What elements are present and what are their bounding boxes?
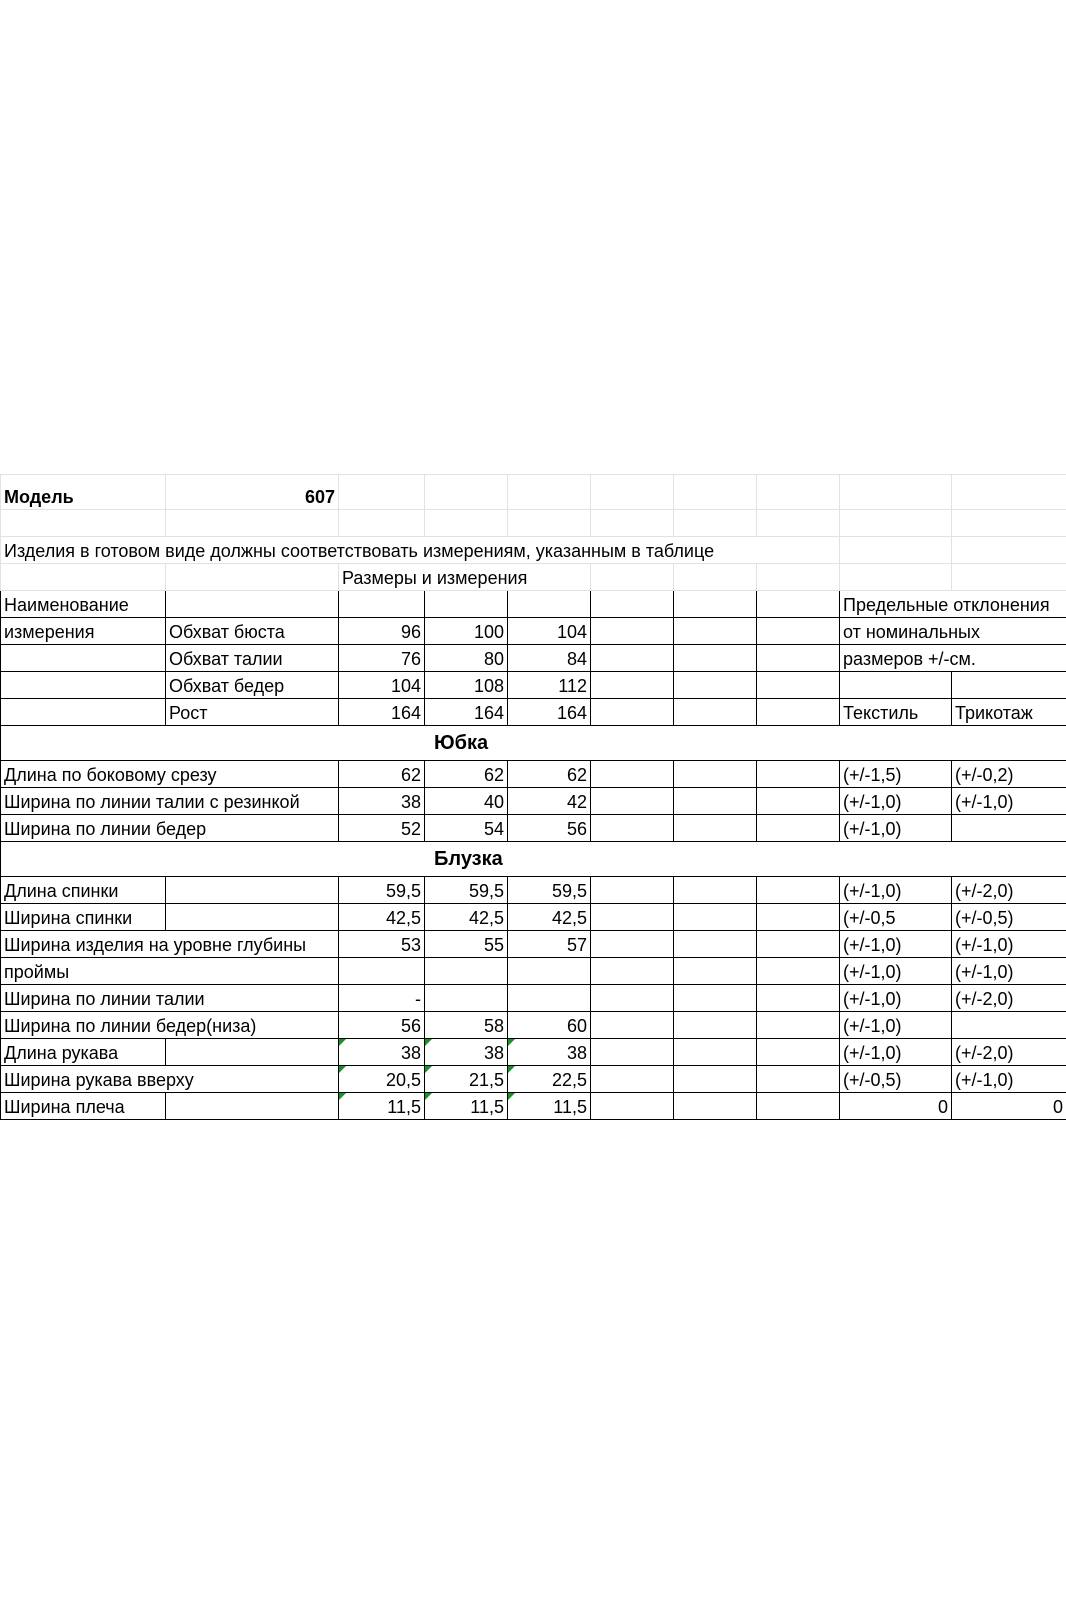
cell[interactable] [757, 564, 840, 591]
model-number[interactable]: 607 [166, 475, 339, 510]
cell[interactable] [425, 591, 508, 618]
cell[interactable] [674, 672, 757, 699]
row-label[interactable]: Ширина плеча [1, 1093, 166, 1120]
cell[interactable] [591, 958, 674, 985]
cell[interactable] [674, 475, 757, 510]
cell[interactable] [674, 761, 757, 788]
textile-tolerance[interactable]: (+/-1,0) [840, 931, 952, 958]
size-value[interactable]: 108 [425, 672, 508, 699]
body-row-bust [1, 618, 1066, 645]
size-value[interactable]: - [339, 985, 425, 1012]
size-value[interactable] [508, 1066, 591, 1093]
measurements-table [0, 474, 1066, 1120]
cell[interactable] [591, 591, 674, 618]
size-value[interactable]: 100 [425, 618, 508, 645]
cell[interactable] [757, 1066, 840, 1093]
deviation-header-2[interactable]: от номинальных [840, 618, 1066, 645]
cell[interactable] [757, 931, 840, 958]
size-value[interactable]: 54 [425, 815, 508, 842]
table-row [1, 931, 1066, 958]
name-header-2[interactable]: измерения [1, 618, 166, 645]
knit-tolerance[interactable]: (+/-1,0) [952, 958, 1066, 985]
cell[interactable] [840, 537, 952, 564]
size-value[interactable]: 42,5 [508, 904, 591, 931]
size-value[interactable]: 62 [508, 761, 591, 788]
cell[interactable] [840, 564, 952, 591]
formula-marker-icon [339, 1039, 346, 1046]
size-value[interactable]: 104 [339, 672, 425, 699]
deviation-header-3[interactable]: размеров +/-см. [840, 645, 1066, 672]
size-value[interactable] [508, 1039, 591, 1066]
formula-marker-icon [425, 1039, 432, 1046]
cell[interactable] [591, 788, 674, 815]
textile-tolerance[interactable]: (+/-1,0) [840, 1039, 952, 1066]
size-value[interactable]: 104 [508, 618, 591, 645]
size-value[interactable]: 62 [339, 761, 425, 788]
deviation-header-1[interactable]: Предельные отклонения [840, 591, 1066, 618]
size-value[interactable] [508, 1093, 591, 1120]
textile-tolerance[interactable]: (+/-1,0) [840, 985, 952, 1012]
size-value[interactable] [339, 1093, 425, 1120]
cell[interactable] [757, 877, 840, 904]
knit-tolerance[interactable]: (+/-2,0) [952, 877, 1066, 904]
size-value[interactable] [508, 985, 591, 1012]
cell[interactable] [425, 510, 508, 537]
cell[interactable] [166, 591, 339, 618]
cell[interactable] [757, 985, 840, 1012]
cell[interactable] [591, 761, 674, 788]
cell[interactable] [757, 645, 840, 672]
size-value[interactable]: 112 [508, 672, 591, 699]
size-value-text: 38 [566, 1043, 587, 1063]
size-value-text: 11,5 [553, 1097, 587, 1117]
cell[interactable] [166, 877, 339, 904]
size-value[interactable]: 164 [508, 699, 591, 726]
textile-header[interactable]: Текстиль [840, 699, 952, 726]
size-value-text: 11,5 [470, 1097, 504, 1117]
cell[interactable] [674, 1066, 757, 1093]
size-value[interactable]: 164 [425, 699, 508, 726]
cell[interactable] [591, 672, 674, 699]
textile-tolerance[interactable]: (+/-1,0) [840, 815, 952, 842]
cell[interactable] [166, 1093, 339, 1120]
size-value[interactable]: 96 [339, 618, 425, 645]
cell[interactable] [591, 1039, 674, 1066]
row-label[interactable]: Ширина по линии талии [1, 985, 339, 1012]
textile-tolerance[interactable]: (+/-1,0) [840, 788, 952, 815]
size-value[interactable] [425, 1039, 508, 1066]
table-row [1, 904, 1066, 931]
cell[interactable] [840, 475, 952, 510]
cell[interactable] [674, 985, 757, 1012]
size-value[interactable]: 76 [339, 645, 425, 672]
table-row [1, 877, 1066, 904]
cell[interactable] [674, 699, 757, 726]
cell[interactable] [674, 510, 757, 537]
cell[interactable] [166, 1039, 339, 1066]
cell[interactable] [591, 815, 674, 842]
body-row-hips [1, 672, 1066, 699]
row-label[interactable]: Ширина по линии бедер(низа) [1, 1012, 339, 1039]
cell[interactable] [757, 788, 840, 815]
cell[interactable] [674, 1012, 757, 1039]
spreadsheet [0, 474, 1066, 1120]
model-row [1, 475, 1066, 510]
cell[interactable] [757, 904, 840, 931]
size-value[interactable]: 59,5 [508, 877, 591, 904]
cell[interactable] [757, 510, 840, 537]
cell[interactable] [339, 510, 425, 537]
cell[interactable] [757, 1039, 840, 1066]
size-value[interactable]: 84 [508, 645, 591, 672]
row-label[interactable]: Ширина по линии бедер [1, 815, 339, 842]
size-value[interactable]: 59,5 [425, 877, 508, 904]
size-value-text: 21,5 [468, 1070, 504, 1090]
cell[interactable] [674, 645, 757, 672]
cell[interactable] [508, 475, 591, 510]
formula-marker-icon [339, 1093, 346, 1100]
size-value[interactable]: 60 [508, 1012, 591, 1039]
spacer-row [1, 510, 1066, 537]
cell[interactable] [757, 618, 840, 645]
textile-tolerance[interactable]: (+/-1,0) [840, 877, 952, 904]
textile-tolerance[interactable]: (+/-1,0) [840, 958, 952, 985]
textile-tolerance[interactable]: (+/-0,5) [840, 1066, 952, 1093]
cell[interactable] [757, 761, 840, 788]
row-label[interactable]: Длина рукава [1, 1039, 166, 1066]
cell[interactable] [952, 564, 1066, 591]
table-row [1, 788, 1066, 815]
cell[interactable] [757, 591, 840, 618]
cell[interactable] [591, 510, 674, 537]
table-row [1, 1039, 1066, 1066]
size-value[interactable] [425, 1066, 508, 1093]
table-row [1, 958, 1066, 985]
size-value[interactable] [425, 1093, 508, 1120]
blouse-section-row [1, 842, 1066, 877]
knit-tolerance[interactable] [952, 1012, 1066, 1039]
knit-tolerance[interactable]: (+/-0,5) [952, 904, 1066, 931]
size-value-text: 38 [483, 1043, 504, 1063]
size-value[interactable]: 59,5 [339, 877, 425, 904]
knit-tolerance[interactable]: (+/-2,0) [952, 1039, 1066, 1066]
measure-label[interactable]: Обхват бедер [166, 672, 339, 699]
cell[interactable] [1, 672, 166, 699]
cell[interactable] [508, 591, 591, 618]
cell[interactable] [166, 904, 339, 931]
formula-marker-icon [425, 1066, 432, 1073]
formula-marker-icon [508, 1039, 515, 1046]
knit-header[interactable]: Трикотаж [952, 699, 1066, 726]
size-value[interactable]: 80 [425, 645, 508, 672]
size-value[interactable]: 58 [425, 1012, 508, 1039]
size-value[interactable] [425, 985, 508, 1012]
knit-tolerance[interactable] [952, 815, 1066, 842]
header-row-1 [1, 591, 1066, 618]
row-label[interactable]: проймы [1, 958, 339, 985]
size-value[interactable]: 56 [339, 1012, 425, 1039]
section-title-skirt: Юбка [434, 732, 489, 754]
cell[interactable] [757, 475, 840, 510]
cell[interactable] [591, 475, 674, 510]
textile-tolerance[interactable]: 0 [840, 1093, 952, 1120]
cell[interactable] [840, 510, 952, 537]
skirt-rows [1, 761, 1066, 842]
table-row [1, 985, 1066, 1012]
cell[interactable] [674, 1093, 757, 1120]
formula-marker-icon [508, 1093, 515, 1100]
cell[interactable] [952, 672, 1066, 699]
cell[interactable] [757, 815, 840, 842]
cell[interactable] [674, 1039, 757, 1066]
size-value[interactable]: 164 [339, 699, 425, 726]
size-value[interactable]: 57 [508, 931, 591, 958]
cell[interactable] [674, 815, 757, 842]
size-value-text: 22,5 [551, 1070, 587, 1090]
size-value[interactable]: 62 [425, 761, 508, 788]
cell[interactable] [591, 1066, 674, 1093]
measure-label[interactable]: Обхват талии [166, 645, 339, 672]
cell[interactable] [591, 618, 674, 645]
row-label[interactable]: Ширина рукава вверху [1, 1066, 339, 1093]
size-value[interactable] [339, 1066, 425, 1093]
formula-marker-icon [425, 1093, 432, 1100]
cell[interactable] [1, 564, 166, 591]
cell[interactable] [591, 699, 674, 726]
blouse-rows [1, 877, 1066, 1120]
table-row [1, 1066, 1066, 1093]
size-value[interactable]: 56 [508, 815, 591, 842]
size-value[interactable] [339, 958, 425, 985]
cell[interactable] [674, 877, 757, 904]
size-value[interactable]: 52 [339, 815, 425, 842]
cell[interactable] [952, 537, 1066, 564]
cell[interactable] [591, 904, 674, 931]
cell[interactable] [674, 591, 757, 618]
cell[interactable] [591, 1012, 674, 1039]
cell[interactable] [339, 475, 425, 510]
cell[interactable] [425, 475, 508, 510]
cell[interactable] [757, 1093, 840, 1120]
body-row-height [1, 699, 1066, 726]
size-value-text: 11,5 [387, 1097, 421, 1117]
size-value[interactable] [339, 1039, 425, 1066]
cell[interactable] [674, 564, 757, 591]
size-value[interactable]: 53 [339, 931, 425, 958]
cell[interactable] [508, 510, 591, 537]
skirt-section-row [1, 726, 1066, 761]
cell[interactable] [591, 564, 674, 591]
knit-tolerance[interactable]: (+/-2,0) [952, 985, 1066, 1012]
row-label[interactable]: Длина спинки [1, 877, 166, 904]
cell[interactable] [840, 672, 952, 699]
textile-tolerance[interactable]: (+/-1,0) [840, 1012, 952, 1039]
formula-marker-icon [339, 1066, 346, 1073]
cell[interactable] [591, 985, 674, 1012]
table-row [1, 1012, 1066, 1039]
model-label[interactable]: Модель [1, 475, 166, 510]
cell[interactable] [1, 645, 166, 672]
size-value[interactable]: 38 [339, 788, 425, 815]
cell[interactable] [952, 475, 1066, 510]
cell[interactable] [757, 699, 840, 726]
note-text[interactable]: Изделия в готовом виде должны соответствовать измерениям, указанным в таблице [1, 537, 840, 564]
cell[interactable] [674, 931, 757, 958]
cell[interactable] [674, 788, 757, 815]
table-row [1, 761, 1066, 788]
size-value[interactable] [508, 958, 591, 985]
table-row [1, 815, 1066, 842]
size-value[interactable]: 40 [425, 788, 508, 815]
note-row [1, 537, 1066, 564]
sizes-header-row [1, 564, 1066, 591]
cell[interactable] [757, 1012, 840, 1039]
cell[interactable] [757, 958, 840, 985]
knit-tolerance[interactable]: (+/-1,0) [952, 1066, 1066, 1093]
size-value[interactable]: 42 [508, 788, 591, 815]
knit-tolerance[interactable]: (+/-1,0) [952, 931, 1066, 958]
cell[interactable] [591, 931, 674, 958]
name-header-1[interactable]: Наименование [1, 591, 166, 618]
row-label[interactable]: Ширина по линии талии с резинкой [1, 788, 339, 815]
cell[interactable] [674, 904, 757, 931]
cell[interactable] [674, 958, 757, 985]
cell[interactable] [1, 510, 166, 537]
formula-marker-icon [508, 1066, 515, 1073]
textile-tolerance[interactable]: (+/-0,5 [840, 904, 952, 931]
cell[interactable] [952, 510, 1066, 537]
measure-label[interactable]: Обхват бюста [166, 618, 339, 645]
cell[interactable] [591, 1093, 674, 1120]
size-value[interactable]: 42,5 [425, 904, 508, 931]
row-label[interactable]: Ширина спинки [1, 904, 166, 931]
knit-tolerance[interactable]: (+/-0,2) [952, 761, 1066, 788]
table-row [1, 1093, 1066, 1120]
cell[interactable] [591, 877, 674, 904]
size-value-text: 20,5 [385, 1070, 421, 1090]
cell[interactable] [757, 672, 840, 699]
size-value-text: 38 [400, 1043, 421, 1063]
textile-tolerance[interactable]: (+/-1,5) [840, 761, 952, 788]
size-value[interactable]: 42,5 [339, 904, 425, 931]
knit-tolerance[interactable]: 0 [952, 1093, 1066, 1120]
sizes-header[interactable]: Размеры и измерения [339, 564, 591, 591]
size-value[interactable] [425, 958, 508, 985]
cell[interactable] [166, 510, 339, 537]
cell[interactable] [674, 618, 757, 645]
cell[interactable] [591, 645, 674, 672]
cell[interactable] [1, 699, 166, 726]
section-title-blouse: Блузка [434, 848, 503, 870]
cell[interactable] [166, 564, 339, 591]
body-row-waist [1, 645, 1066, 672]
cell[interactable] [339, 591, 425, 618]
row-label[interactable]: Длина по боковому срезу [1, 761, 339, 788]
row-label[interactable]: Ширина изделия на уровне глубины [1, 931, 339, 958]
knit-tolerance[interactable]: (+/-1,0) [952, 788, 1066, 815]
size-value[interactable]: 55 [425, 931, 508, 958]
measure-label[interactable]: Рост [166, 699, 339, 726]
